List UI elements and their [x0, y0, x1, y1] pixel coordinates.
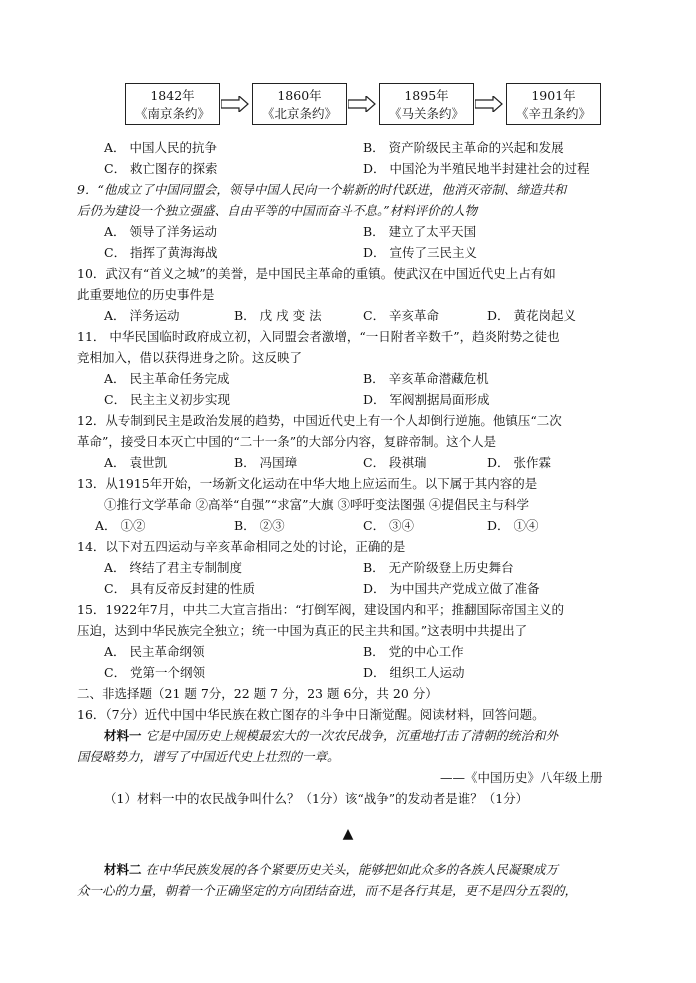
q11-stem: 11． 中华民国临时政府成立初，入同盟会者激增，“一日附者辛数千”，趋炎附势之徒也 [77, 329, 560, 344]
right-arrow-icon [475, 96, 503, 112]
material-2-label: 材料二 [104, 862, 142, 877]
option-a[interactable]: A． 领导了洋务运动 [104, 224, 218, 239]
treaty-name: 《北京条约》 [261, 106, 337, 121]
q13-stem: 13．从1915年开始，一场新文化运动在中华大地上应运而生。以下属于其内容的是 [77, 476, 538, 491]
q9-stem: 9．“他成立了中国同盟会，领导中国人民向一个崭新的时代跃进，他消灭帝制、缔造共和 [77, 182, 567, 197]
option-b[interactable]: B． 戊 戌 变 法 [234, 308, 322, 323]
option-a[interactable]: A． 终结了君主专制制度 [104, 560, 243, 575]
option-a[interactable]: A． ①② [95, 518, 146, 533]
option-c[interactable]: C． 具有反帝反封建的性质 [104, 581, 256, 596]
q9-stem-2: 后仍为建设一个独立强盛、自由平等的中国而奋斗不息。”材料评价的人物 [77, 203, 478, 218]
material-1-text-2: 国侵略势力，谱写了中国近代史上壮烈的一章。 [77, 749, 340, 764]
option-c[interactable]: C． ③④ [363, 518, 415, 533]
option-a[interactable]: A． 民主革命任务完成 [104, 371, 230, 386]
q15-stem-2: 压迫，达到中华民族完全独立；统一中国为真正的民主共和国。”这表明中共提出了 [77, 623, 528, 638]
material-2-text-2: 众一心的力量，朝着一个正确坚定的方向团结奋进，而不是各行其是，更不是四分五裂的， [77, 883, 578, 898]
option-b[interactable]: B． 资产阶级民主革命的兴起和发展 [363, 140, 564, 155]
treaty-box-3 [379, 83, 474, 125]
treaty-flow-diagram [125, 83, 605, 133]
option-b[interactable]: B． 冯国璋 [234, 455, 298, 470]
treaty-box-1 [125, 83, 220, 125]
treaty-box-4 [506, 83, 601, 125]
option-c[interactable]: C． 民主主义初步实现 [104, 392, 231, 407]
option-d[interactable]: D． 张作霖 [487, 455, 551, 470]
option-d[interactable]: D． 为中国共产党成立做了准备 [363, 581, 540, 596]
q15-stem: 15．1922年7月，中共二大宣言指出：“打倒军阀，建设国内和平；推翻国际帝国主义的 [77, 602, 565, 617]
option-b[interactable]: B． 无产阶级登上历史舞台 [363, 560, 514, 575]
option-c[interactable]: C． 救亡图存的探索 [104, 161, 218, 176]
material-1-label: 材料一 [104, 728, 142, 743]
right-arrow-icon [221, 96, 249, 112]
option-d[interactable]: D． 中国沦为半殖民地半封建社会的过程 [363, 161, 590, 176]
option-a[interactable]: A． 洋务运动 [104, 308, 180, 323]
treaty-year: 1895年 [404, 88, 449, 103]
treaty-name: 《南京条约》 [134, 106, 210, 121]
material-2-text: 在中华民族发展的各个紧要历史关头，能够把如此众多的各族人民凝聚成万 [141, 862, 558, 877]
option-c[interactable]: C． 党第一个纲领 [104, 665, 206, 680]
treaty-year: 1901年 [531, 88, 576, 103]
right-arrow-icon [348, 96, 376, 112]
option-b[interactable]: B． 建立了太平天国 [363, 224, 477, 239]
q16-stem: 16．（7分）近代中国中华民族在救亡图存的斗争中日渐觉醒。阅读材料，回答问题。 [77, 707, 545, 722]
option-d[interactable]: D． 宣传了三民主义 [363, 245, 477, 260]
option-a[interactable]: A． 民主革命纲领 [104, 644, 205, 659]
material-1-text: 它是中国历史上规模最宏大的一次农民战争，沉重地打击了清朝的统治和外 [141, 728, 558, 743]
option-c[interactable]: C． 指挥了黄海海战 [104, 245, 218, 260]
answer-space-triangle: ▲ [342, 826, 354, 842]
q14-stem: 14．以下对五四运动与辛亥革命相同之处的讨论，正确的是 [77, 539, 406, 554]
treaty-name: 《马关条约》 [388, 106, 464, 121]
option-c[interactable]: C． 辛亥革命 [363, 308, 440, 323]
option-d[interactable]: D． 军阀割据局面形成 [363, 392, 490, 407]
treaty-name: 《辛丑条约》 [515, 106, 591, 121]
option-b[interactable]: B． 辛亥革命潜藏危机 [363, 371, 489, 386]
q11-stem-2: 竞相加入，借以获得进身之阶。这反映了 [77, 350, 303, 365]
option-d[interactable]: D． 组织工人运动 [363, 665, 465, 680]
option-c[interactable]: C． 段祺瑞 [363, 455, 427, 470]
option-d[interactable]: D． ①④ [487, 518, 539, 533]
treaty-year: 1860年 [277, 88, 322, 103]
q12-stem: 12．从专制到民主是政治发展的趋势，中国近代史上有一个人却倒行逆施。他镇压“二次 [77, 413, 562, 428]
q13-items: ①推行文学革命 ②高举“自强”“求富”大旗 ③呼吁变法图强 ④提倡民主与科学 [104, 497, 529, 512]
option-b[interactable]: B． ②③ [234, 518, 285, 533]
q10-stem-2: 此重要地位的历史事件是 [77, 287, 215, 302]
q10-stem: 10．武汉有“首义之城”的美誉，是中国民主革命的重镇。使武汉在中国近代史上占有如 [77, 266, 556, 281]
treaty-year: 1842年 [150, 88, 195, 103]
option-a[interactable]: A． 袁世凯 [104, 455, 168, 470]
material-1-source: ——《中国历史》八年级上册 [440, 770, 603, 785]
sub-question-1: （1）材料一中的农民战争叫什么？（1分）该“战争”的发动者是谁？（1分） [104, 791, 529, 806]
q12-stem-2: 革命”，接受日本灭亡中国的“二十一条”的大部分内容，复辟帝制。这个人是 [77, 434, 497, 449]
option-b[interactable]: B． 党的中心工作 [363, 644, 464, 659]
option-a[interactable]: A． 中国人民的抗争 [104, 140, 218, 155]
option-d[interactable]: D． 黄花岗起义 [487, 308, 576, 323]
section-heading: 二、非选择题（21 题 7分，22 题 7 分，23 题 6分，共 20 分） [77, 686, 438, 701]
treaty-box-2 [252, 83, 347, 125]
